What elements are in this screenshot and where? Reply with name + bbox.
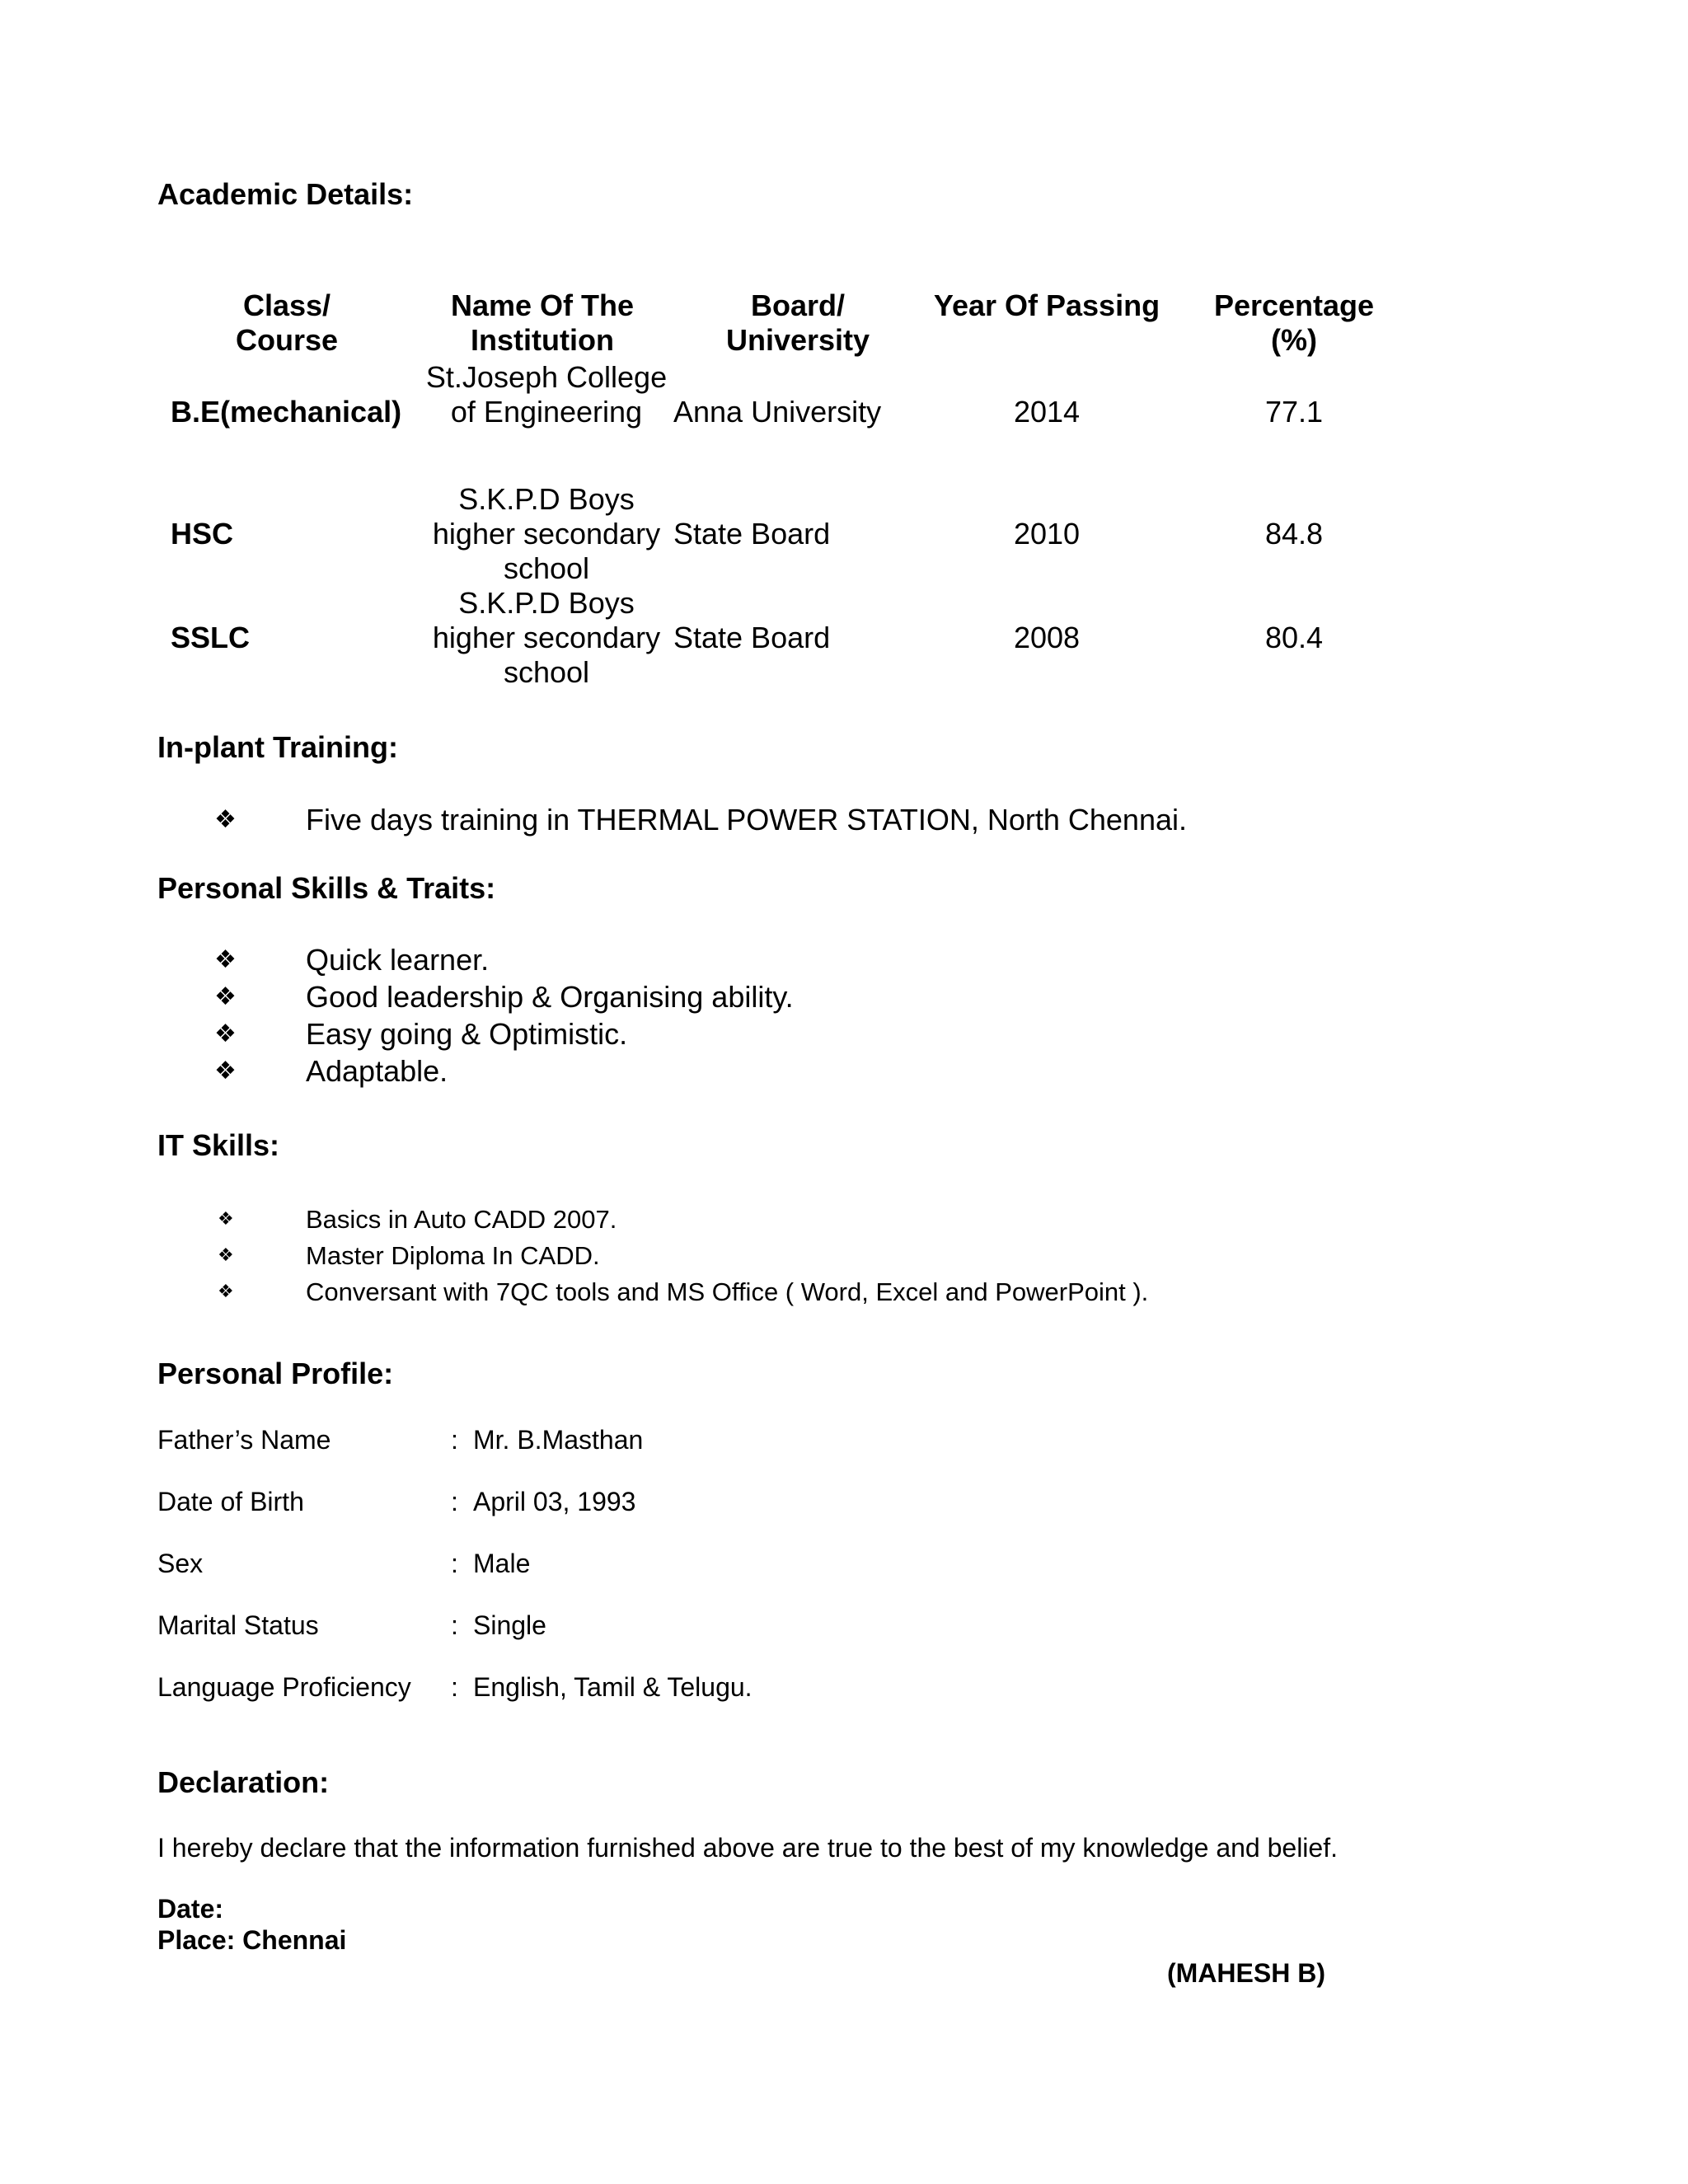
header-institution — [419, 288, 666, 358]
list-item-text: Good leadership & Organising ability. — [306, 980, 794, 1014]
declaration-heading: Declaration: — [157, 1765, 330, 1799]
header-class-line1: Class/ — [242, 288, 331, 322]
list-item — [209, 941, 794, 978]
profile-separator: : — [451, 1672, 458, 1702]
bullet-diamond-icon: ❖ — [214, 1057, 237, 1085]
institution-line: St.Joseph College — [425, 360, 668, 394]
list-item-text: Easy going & Optimistic. — [306, 1017, 628, 1051]
profile-value: Mr. B.Masthan — [473, 1425, 644, 1455]
bullet-diamond-icon: ❖ — [218, 1209, 234, 1230]
institution-line: school — [503, 655, 590, 689]
profile-separator: : — [451, 1487, 458, 1516]
list-item — [209, 978, 794, 1015]
institution-line: of Engineering — [450, 395, 643, 429]
inplant-training-heading: In-plant Training: — [157, 730, 398, 764]
header-class-course — [204, 288, 369, 358]
table-cell-board: Anna University — [673, 395, 882, 429]
inplant-training-list — [209, 801, 1187, 838]
list-item-text: Five days training in THERMAL POWER STATION, North Chennai. — [306, 803, 1187, 837]
profile-label: Father’s Name — [157, 1425, 331, 1455]
institution-line: S.K.P.D Boys — [458, 586, 635, 620]
list-item — [209, 801, 1187, 838]
bullet-diamond-icon: ❖ — [214, 982, 237, 1011]
table-cell-course: B.E(mechanical) — [171, 395, 402, 429]
table-cell-institution — [410, 360, 682, 429]
header-institution-line1: Name Of The — [450, 288, 635, 322]
bullet-diamond-icon: ❖ — [214, 1019, 237, 1048]
personal-skills-list — [209, 941, 794, 1090]
bullet-diamond-icon: ❖ — [218, 1245, 234, 1266]
bullet-diamond-icon: ❖ — [214, 805, 237, 834]
academic-details-heading: Academic Details: — [157, 177, 414, 211]
header-board-line1: Board/ — [750, 288, 845, 322]
list-item — [209, 1238, 1148, 1274]
table-cell-board: State Board — [673, 517, 831, 551]
personal-skills-heading: Personal Skills & Traits: — [157, 871, 496, 905]
header-percentage — [1170, 288, 1418, 358]
list-item — [209, 1274, 1148, 1310]
list-item — [209, 1052, 794, 1090]
profile-value: English, Tamil & Telugu. — [473, 1672, 753, 1702]
profile-separator: : — [451, 1549, 458, 1578]
table-cell-course: HSC — [171, 517, 234, 551]
profile-value: Single — [473, 1610, 546, 1640]
profile-separator: : — [451, 1610, 458, 1640]
profile-label: Marital Status — [157, 1610, 319, 1640]
date-label: Date: — [157, 1894, 224, 1924]
institution-line: higher secondary — [432, 517, 661, 551]
bullet-diamond-icon: ❖ — [218, 1282, 234, 1302]
table-cell-percentage: 84.8 — [1264, 517, 1324, 551]
table-cell-year: 2010 — [1013, 517, 1081, 551]
list-item — [209, 1202, 1148, 1238]
header-board-line2: University — [725, 323, 870, 357]
table-cell-year: 2008 — [1013, 621, 1081, 654]
header-year-of-passing: Year Of Passing — [933, 288, 1160, 322]
bullet-diamond-icon: ❖ — [214, 945, 237, 974]
profile-value: Male — [473, 1549, 531, 1578]
table-cell-percentage: 80.4 — [1264, 621, 1324, 654]
header-board-university — [674, 288, 921, 358]
header-institution-line2: Institution — [471, 323, 614, 357]
list-item-text: Quick learner. — [306, 943, 490, 977]
it-skills-heading: IT Skills: — [157, 1128, 280, 1162]
header-class-line2: Course — [235, 323, 339, 357]
list-item — [209, 1015, 794, 1052]
table-cell-year: 2014 — [1013, 395, 1081, 429]
declaration-text: I hereby declare that the information furnished above are true to the best of my knowledge and belief. — [157, 1833, 1338, 1863]
institution-line: S.K.P.D Boys — [458, 482, 635, 516]
profile-label: Date of Birth — [157, 1487, 304, 1516]
signature-name: (MAHESH B) — [1167, 1958, 1325, 1988]
list-item-text: Master Diploma In CADD. — [306, 1241, 600, 1270]
profile-label: Sex — [157, 1549, 204, 1578]
table-cell-percentage: 77.1 — [1264, 395, 1324, 429]
institution-line: higher secondary — [432, 621, 661, 654]
personal-profile-heading: Personal Profile: — [157, 1357, 394, 1390]
header-percentage-line1: Percentage — [1213, 288, 1375, 322]
place-label: Place: Chennai — [157, 1925, 347, 1955]
list-item-text: Basics in Auto CADD 2007. — [306, 1205, 617, 1234]
table-cell-institution — [410, 586, 682, 690]
table-cell-board: State Board — [673, 621, 831, 654]
header-percentage-line2: (%) — [1271, 323, 1317, 357]
institution-line: school — [503, 551, 590, 585]
profile-label: Language Proficiency — [157, 1672, 411, 1702]
list-item-text: Conversant with 7QC tools and MS Office ( Word, Excel and PowerPoint ). — [306, 1277, 1149, 1306]
profile-separator: : — [451, 1425, 458, 1455]
it-skills-list — [209, 1202, 1148, 1310]
list-item-text: Adaptable. — [306, 1054, 448, 1088]
table-cell-course: SSLC — [171, 621, 251, 654]
profile-value: April 03, 1993 — [473, 1487, 636, 1516]
table-cell-institution — [410, 482, 682, 586]
